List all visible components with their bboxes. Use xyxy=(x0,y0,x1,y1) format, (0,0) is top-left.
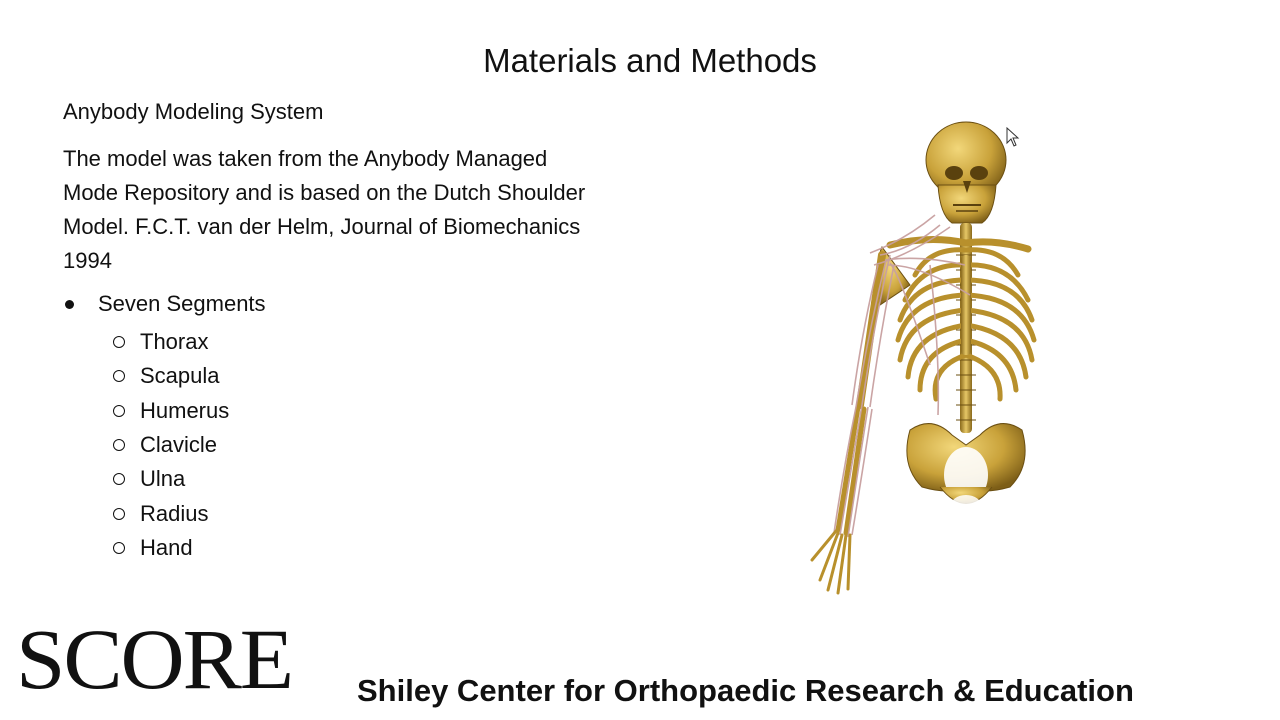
hand xyxy=(812,531,850,593)
circle-bullet-icon xyxy=(113,370,125,382)
bullet-dot-icon xyxy=(65,300,74,309)
paragraph-line: Model. F.C.T. van der Helm, Journal of Biomechanics xyxy=(63,214,581,239)
paragraph-line: The model was taken from the Anybody Managed xyxy=(63,146,548,171)
skeleton-model-image xyxy=(790,115,1070,605)
slide-title: Materials and Methods xyxy=(483,42,817,79)
segment-label: Humerus xyxy=(140,397,230,423)
segment-list xyxy=(112,325,229,565)
segment-label: Hand xyxy=(140,534,193,560)
skull-icon xyxy=(926,122,1006,223)
circle-bullet-icon xyxy=(113,508,125,520)
circle-bullet-icon xyxy=(113,473,125,485)
list-item xyxy=(112,325,229,359)
mouse-cursor-icon xyxy=(1006,127,1020,147)
list-item xyxy=(112,531,229,565)
pelvis xyxy=(907,424,1025,519)
segment-label: Scapula xyxy=(140,363,220,389)
segment-label: Ulna xyxy=(140,466,186,492)
paragraph-line: Mode Repository and is based on the Dutch Shoulder xyxy=(63,180,586,205)
list-item xyxy=(112,428,229,462)
svg-text:SCORE: SCORE xyxy=(16,612,292,707)
circle-bullet-icon xyxy=(113,542,125,554)
list-item xyxy=(112,496,229,530)
list-item xyxy=(112,359,229,393)
segment-label: Thorax xyxy=(140,329,209,355)
circle-bullet-icon xyxy=(113,439,125,451)
bullet-seven-segments xyxy=(63,291,266,317)
score-logo xyxy=(16,612,296,712)
list-item xyxy=(112,462,229,496)
sternum xyxy=(961,255,971,355)
circle-bullet-icon xyxy=(113,336,125,348)
bullet-label: Seven Segments xyxy=(98,291,266,316)
description-paragraph xyxy=(63,142,663,278)
segment-label: Clavicle xyxy=(140,432,218,458)
list-item xyxy=(112,394,229,428)
slide-subtitle: Anybody Modeling System xyxy=(63,99,324,124)
circle-bullet-icon xyxy=(113,405,125,417)
paragraph-line: 1994 xyxy=(63,248,112,273)
segment-label: Radius xyxy=(140,500,209,526)
footer-institution: Shiley Center for Orthopaedic Research & Education xyxy=(357,673,1134,708)
